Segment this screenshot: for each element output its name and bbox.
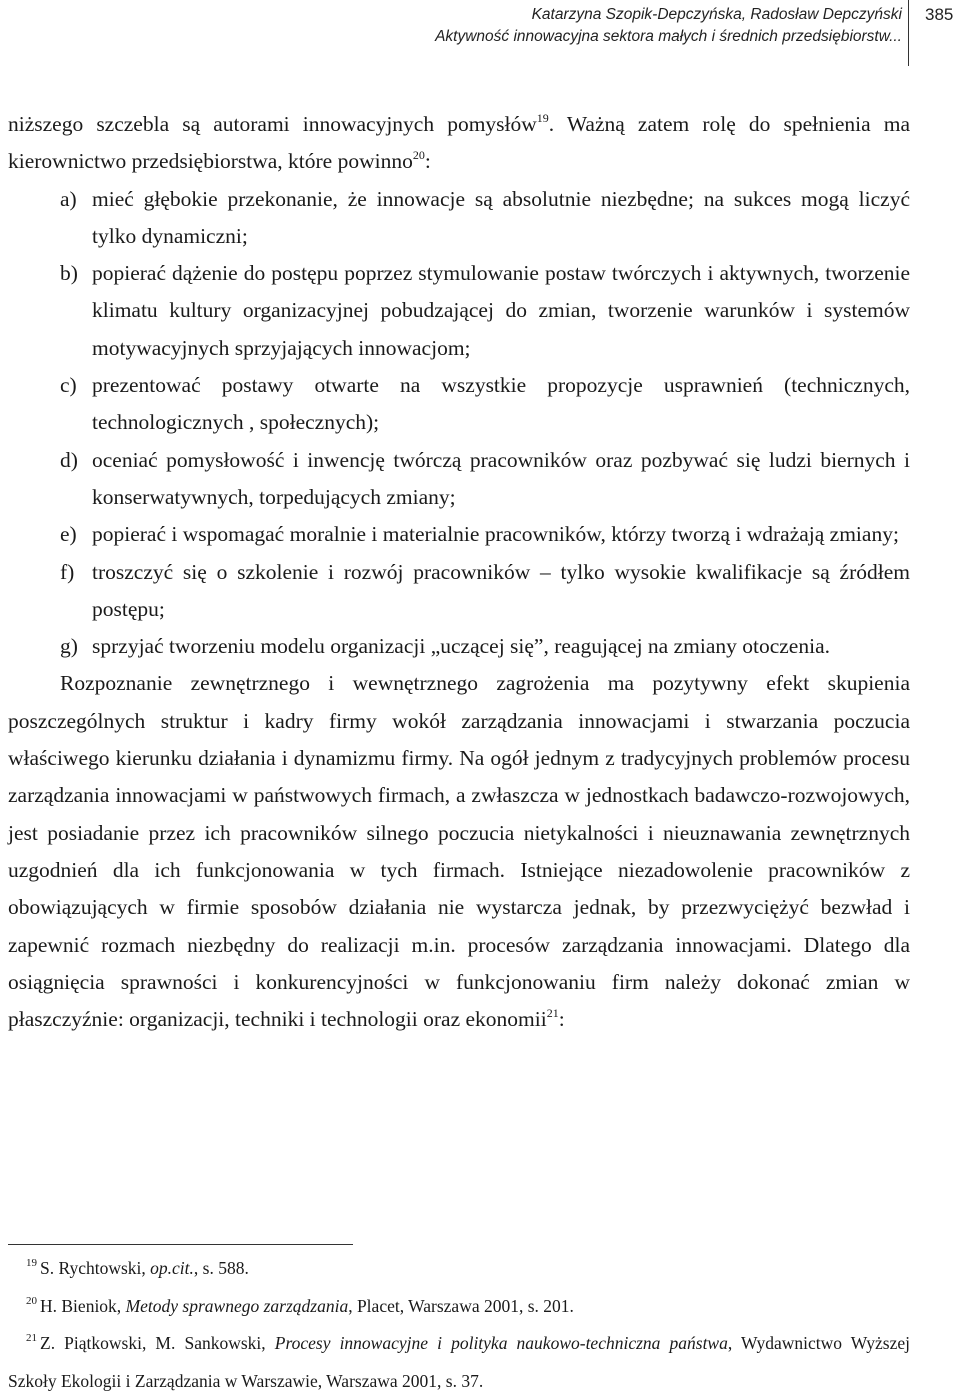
list-item <box>8 516 910 553</box>
intro-text-1: niższego szczebla są autorami innowacyjnych pomysłów <box>8 112 537 136</box>
list-marker: b) <box>60 261 78 286</box>
footnote-ref-20[interactable]: 20 <box>412 148 425 163</box>
footnote-ref-21[interactable]: 21 <box>546 1006 559 1021</box>
list-item-text: popierać dążenie do postępu poprzez stymulowanie postaw twórczych i aktywnych, tworzenie klimatu kultury organizacyjnej pobudzającej do zmian, tworzenie warunków i systemów motywacyjnych sprzyjających innowacjom; <box>92 261 910 360</box>
main-text <box>8 106 910 1038</box>
running-header <box>0 0 960 70</box>
header-text <box>435 4 902 48</box>
footnote-21 <box>8 1325 910 1400</box>
footnote-rest: , Wydawnictwo Wyższej Szkoły Ekologii i Zarządzania w Warszawie, Warszawa 2001, s. 37. <box>8 1333 910 1391</box>
list-item-text: troszczyć się o szkolenie i rozwój pracowników – tylko wysokie kwalifikacje są źródłem postępu; <box>92 559 910 621</box>
header-title: Aktywność innowacyjna sektora małych i średnich przedsiębiorstw... <box>435 28 902 45</box>
list-marker: d) <box>60 447 78 472</box>
list-item-text: oceniać pomysłowość i inwencję twórczą pracowników oraz pozbywać się ludzi biernych i konserwatywnych, torpedujących zmiany; <box>92 447 910 509</box>
list-marker: g) <box>60 634 78 659</box>
list-item-text: popierać i wspomagać moralnie i materialnie pracowników, którzy tworzą i wdrażają zmiany; <box>92 522 899 547</box>
list-marker: a) <box>60 186 77 211</box>
footnote-20 <box>8 1288 910 1326</box>
page-number: 385 <box>925 5 954 24</box>
list-marker: e) <box>60 522 77 547</box>
duties-list <box>8 181 910 666</box>
list-marker: c) <box>60 373 77 398</box>
list-item <box>8 554 910 629</box>
footnote-title: Metody sprawnego zarządzania <box>125 1295 349 1316</box>
footnote-19 <box>8 1250 910 1288</box>
list-marker: f) <box>60 559 75 584</box>
intro-text-2: . Ważną zatem rolę do spełnienia ma kierownictwo przedsiębiorstwa, które powinno <box>8 112 910 174</box>
body-paragraph-text: Rozpoznanie zewnętrznego i wewnętrznego zagrożenia ma pozytywny efekt skupienia poszczególnych struktur i kadry firmy wokół zarządzania innowacjami i stwarzania poczucia właściwego kierunku działania i dynamizmu firmy. Na ogół jednym z tradycyjnych problemów procesu zarządzania innowacjami w państwowych firmach, a zwłaszcza w jednostkach badawczo-rozwojowych, jest posiadanie przez ich pracowników silnego poczucia nietykalności i nieuznawania zewnętrznych uzgodnień dla ich funkcjonowania w tych firmach. Istniejące niezadowolenie pracowników z obowiązujących w firmie sposobów działania nie wystarcza jednak, by przezwyciężyć bezwład i zapewnić rozmach niezbędny do realizacji m.in. procesów zarządzania innowacjami. Dlatego dla osiągnięcia sprawności i konkurencyjności w funkcjonowaniu firm należy dokonać zmian w płaszczyźnie: organizacji, techniki i technologii oraz ekonomii <box>8 671 910 1032</box>
body-paragraph <box>8 665 910 1038</box>
footnote-divider <box>8 1244 353 1245</box>
footnotes <box>8 1250 910 1400</box>
footnote-ref-19[interactable]: 19 <box>536 111 549 125</box>
list-item <box>8 367 910 442</box>
list-item <box>8 181 910 256</box>
footnote-number: 19 <box>26 1257 37 1269</box>
list-item-text: prezentować postawy otwarte na wszystkie propozycje usprawnień (technicznych, technologicznych , społecznych); <box>92 373 910 435</box>
list-item-text: mieć głębokie przekonanie, że innowacje są absolutnie niezbędne; na sukces mogą liczyć tylko dynamiczni; <box>92 186 910 248</box>
body-paragraph-end: : <box>558 1007 565 1032</box>
footnote-rest: , Placet, Warszawa 2001, s. 201. <box>348 1295 574 1316</box>
list-item <box>8 442 910 517</box>
footnote-rest: , s. 588. <box>193 1258 249 1278</box>
footnote-number: 21 <box>26 1332 37 1345</box>
list-item <box>8 255 910 367</box>
footnote-number: 20 <box>26 1294 37 1307</box>
list-item-text: sprzyjać tworzeniu modelu organizacji „uczącej się”, reagującej na zmiany otoczenia. <box>92 634 830 659</box>
footnote-author: Z. Piątkowski, M. Sankowski, <box>40 1333 275 1354</box>
footnote-title: op.cit. <box>150 1258 194 1278</box>
intro-text-3: : <box>424 149 431 174</box>
header-authors: Katarzyna Szopik-Depczyńska, Radosław Depczyński <box>531 6 902 23</box>
intro-paragraph <box>8 106 910 181</box>
footnote-title: Procesy innowacyjne i polityka naukowo-techniczna państwa <box>274 1333 728 1354</box>
list-item <box>8 628 910 665</box>
header-divider <box>908 0 909 66</box>
footnote-author: H. Bieniok, <box>40 1295 126 1316</box>
footnote-author: S. Rychtowski, <box>40 1258 151 1278</box>
